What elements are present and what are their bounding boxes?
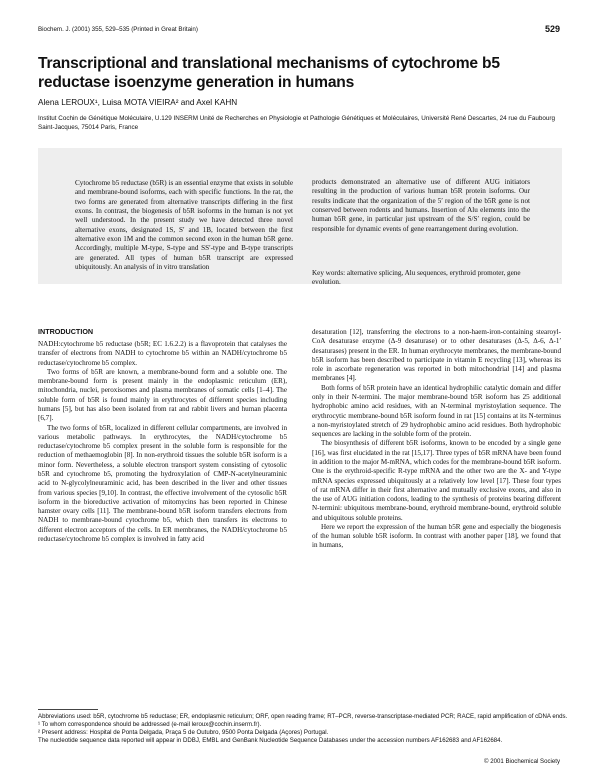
section-heading: INTRODUCTION <box>38 327 94 336</box>
paragraph: The two forms of b5R, localized in different cellular compartments, are involved in various metabolic pathways. In erythrocytes, the NADH/cytochrome b5 reductase/cytochrome b5 complex present in the soluble form is responsible for the reduction of methaemoglobin [8]. In non-erythroid tissues the soluble b5R isoform is a minor form. Nevertheless, a soluble electron transport system consisting of cytosolic b5R and cytochrome b5, promoting the hydroxylation of CMP-N-acetylneuraminic acid to N-glycolylneuraminic acid, has been described in the liver and other tissues from various species [9,10]. In contrast, the effective involvement of the cytosolic b5R isoform in the bioreductive activation of mitomycins has been reported in Chinese hamster ovary cells [11]. The membrane-bound b5R isoform transfers electrons from NADH to membrane-bound cytochrome b5, which then transfers its electrons to different electron acceptors of the cells. In ER membranes, the NADH/cytochrome b5 reductase/cytochrome b5 complex is involved in fatty acid <box>38 423 287 543</box>
footnote-correspondence: ¹ To whom correspondence should be addressed (e-mail leroux@cochin.inserm.fr). <box>38 721 262 729</box>
footnote-present-address: ² Present address: Hospital de Ponta Delgada, Praça 5 de Outubro, 9500 Ponta Delgada (Açores) Portugal. <box>38 729 329 737</box>
paragraph: Here we report the expression of the human b5R gene and especially the biogenesis of the human soluble b5R isoform. In contrast with another paper [18], we found that in humans, <box>312 522 561 550</box>
abstract-box <box>38 148 562 287</box>
body-right-column <box>312 328 561 551</box>
footnote-abbreviations: Abbreviations used: b5R, cytochrome b5 reductase; ER, endoplasmic reticulum; ORF, open reading frame; RT–PCR, reverse-transcriptase-mediated PCR; RACE, rapid amplification of cDNA ends. <box>38 713 568 720</box>
article-title: Transcriptional and translational mechanisms of cytochrome b5 reductase isoenzyme generation in humans <box>38 55 500 91</box>
paragraph: NADH:cytochrome b5 reductase (b5R; EC 1.6.2.2) is a flavoprotein that catalyses the transfer of electrons from NADH to cytochrome b5 within an NADH/cytochrome b5 reductase/cytochrome b5 complex. <box>38 340 287 367</box>
body-left-column <box>38 340 287 544</box>
footnote-accession: The nucleotide sequence data reported will appear in DDBJ, EMBL and GenBank Nucleotide Sequence Databases under the accession numbers AF162683 and AF162684. <box>38 737 503 745</box>
paragraph: Two forms of b5R are known, a membrane-bound form and a soluble one. The membrane-bound form is present mainly in the endoplasmic reticulum (ER), mitochondria, nuclei, peroxisomes and plasma membranes of somatic cells [1–4]. The soluble form of b5R is found mainly in erythrocytes of different species including humans [5], but has also been isolated from rat and rabbit livers and human placenta [6,7]. <box>38 367 287 423</box>
page-number: 529 <box>544 24 560 34</box>
author-list: Alena LEROUX¹, Luisa MOTA VIEIRA² and Axel KAHN <box>38 98 238 107</box>
keywords: Key words: alternative splicing, Alu sequences, erythroid promoter, gene evolution. <box>312 269 521 287</box>
paragraph: desaturation [12], transferring the electrons to a non-haem-iron-containing stearoyl-CoA desaturase enzyme (Δ-9 desaturase) or to other desaturases (Δ-5, Δ-6, Δ-1′ desaturases) present in the ER. In human erythrocyte membranes, the membrane-bound b5R isoform has been described to participate in vitamin E recycling [13], whereas its role in ascorbate regeneration was reported in both mitochondrial [14] and plasma membranes [4]. <box>312 328 561 383</box>
running-head: Biochem. J. (2001) 355, 529–535 (Printed in Great Britain) <box>38 26 198 33</box>
copyright: © 2001 Biochemical Society <box>484 758 560 765</box>
paragraph: The biosynthesis of different b5R isoforms, known to be encoded by a single gene [16], was first elucidated in the rat [15,17]. Three types of b5R mRNA have been found in addition to the major M-mRNA, which codes for the membrane-bound b5R isoform. One is the erythroid-specific R-type mRNA and the other two are the X- and Y-type mRNA species expressed ubiquitously at a relatively low level [17]. These four types of rat mRNA differ in their first alternative and mutually exclusive exons, and also in the use of AUG initiation codons, leading to the synthesis of proteins bearing different N-termini: ubiquitous membrane-bound, erythroid membrane-bound, erythroid soluble and ubiquitous soluble proteins. <box>312 439 561 522</box>
footnotes <box>38 713 568 745</box>
footnote-divider <box>38 709 98 710</box>
paragraph: Both forms of b5R protein have an identical hydrophilic catalytic domain and differ only in their N-termini. The major membrane-bound b5R isoform has 25 additional hydrophobic amino acid residues, with an N-terminal myristoylation sequence. The erythrocytic membrane-bound b5R isoform found in rat [15] contains at its N-terminus a non-myristoylated stretch of 29 hydrophobic amino acid residues. Both hydrophobic sequences are lacking in the soluble form of the protein. <box>312 383 561 439</box>
abstract-right-column: products demonstrated an alternative use of different AUG initiators resulting in the production of various human b5R protein isoforms. Our results indicate that the organization of the 5′ region of the b5R gene is not conserved between rodents and humans. Insertion of Alu elements into the human b5R gene, in particular just upstream of the S/S′ region, could be responsible for dynamic events of gene rearrangement during evolution. <box>312 178 530 233</box>
abstract-left-column: Cytochrome b5 reductase (b5R) is an essential enzyme that exists in soluble and membrane-bound isoforms, each with specific functions. In the rat, the two forms are generated from alternative transcripts differing in the first exons. In contrast, the biogenesis of b5R isoforms in the human is not yet well understood. In the present study we have detected three novel alternative exons, designated 1S, S′ and 1B, located between the first alternative exon 1M and the common second exon in the human b5R gene. Accordingly, multiple M-type, S-type and SS′-type and B-type transcripts are generated. All types of human b5R transcript are expressed ubiquitously. An analysis of in vitro translation <box>75 179 293 272</box>
affiliation: Institut Cochin de Génétique Moléculaire, U.129 INSERM Unité de Recherches en Physiologie et Pathologie Génétiques et Moléculaires, Université René Descartes, 24 rue du Faubourg Saint-Jacques, 75014 Paris, France <box>38 115 555 131</box>
